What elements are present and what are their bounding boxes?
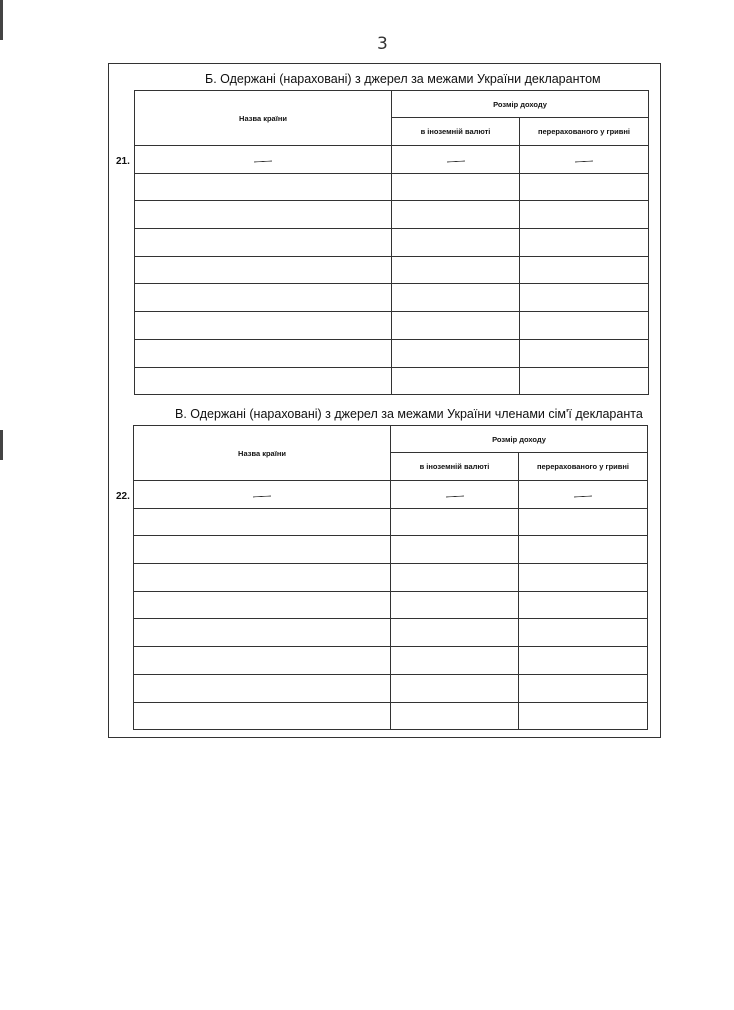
cell-foreign[interactable] — [392, 284, 520, 312]
scan-edge-mark — [0, 430, 3, 460]
table-row — [135, 201, 649, 229]
cell-uah[interactable] — [519, 702, 648, 730]
cell-uah[interactable] — [520, 367, 649, 395]
cell-uah[interactable] — [519, 536, 648, 564]
cell-uah[interactable] — [519, 647, 648, 675]
cell-foreign[interactable] — [391, 508, 519, 536]
header-country: Назва країни — [135, 91, 392, 146]
section-b-title-text: Б. Одержані (нараховані) з джерел за межами України декларантом — [205, 72, 601, 86]
table-row — [135, 312, 649, 340]
cell-uah[interactable] — [519, 508, 648, 536]
income-table-declarant — [134, 90, 649, 395]
header-income-size: Розмір доходу — [392, 91, 649, 118]
table-row — [134, 508, 648, 536]
cell-foreign[interactable] — [391, 619, 519, 647]
cell-foreign[interactable] — [392, 201, 520, 229]
cell-uah[interactable] — [519, 564, 648, 592]
cell-foreign[interactable] — [391, 647, 519, 675]
header-converted-uah: перерахованого у гривні — [520, 118, 649, 146]
table-row — [135, 367, 649, 395]
cell-foreign[interactable] — [391, 591, 519, 619]
cell-country[interactable] — [135, 284, 392, 312]
table-row — [134, 481, 648, 509]
cell-country[interactable] — [135, 146, 392, 174]
cell-country[interactable] — [134, 591, 391, 619]
cell-foreign[interactable] — [391, 702, 519, 730]
cell-foreign[interactable] — [392, 146, 520, 174]
cell-country[interactable] — [135, 312, 392, 340]
cell-uah[interactable] — [520, 284, 649, 312]
table-row — [135, 146, 649, 174]
cell-country[interactable] — [135, 229, 392, 257]
handwritten-dash — [254, 160, 272, 162]
table-row — [135, 173, 649, 201]
table-row — [135, 256, 649, 284]
handwritten-dash — [446, 160, 464, 162]
table-row — [135, 339, 649, 367]
scan-edge-mark — [0, 0, 3, 40]
cell-foreign[interactable] — [391, 674, 519, 702]
section-v-title-text: В. Одержані (нараховані) з джерел за межами України членами сім'ї декларанта — [175, 407, 643, 421]
cell-country[interactable] — [135, 201, 392, 229]
handwritten-dash — [575, 160, 593, 162]
cell-uah[interactable] — [520, 201, 649, 229]
cell-country[interactable] — [135, 256, 392, 284]
cell-country[interactable] — [134, 702, 391, 730]
cell-foreign[interactable] — [392, 339, 520, 367]
cell-foreign[interactable] — [391, 536, 519, 564]
handwritten-dash — [253, 495, 271, 497]
cell-uah[interactable] — [520, 339, 649, 367]
cell-country[interactable] — [135, 367, 392, 395]
cell-country[interactable] — [134, 564, 391, 592]
cell-country[interactable] — [134, 481, 391, 509]
cell-country[interactable] — [134, 508, 391, 536]
table-row — [135, 229, 649, 257]
row-number-21: 21. — [116, 156, 130, 167]
cell-country[interactable] — [134, 647, 391, 675]
header-foreign-currency: в іноземній валюті — [392, 118, 520, 146]
table-row — [134, 702, 648, 730]
cell-uah[interactable] — [520, 312, 649, 340]
cell-uah[interactable] — [519, 591, 648, 619]
cell-country[interactable] — [135, 339, 392, 367]
cell-foreign[interactable] — [391, 564, 519, 592]
header-foreign-currency: в іноземній валюті — [391, 453, 519, 481]
cell-uah[interactable] — [520, 256, 649, 284]
header-income-size: Розмір доходу — [391, 426, 648, 453]
cell-uah[interactable] — [519, 619, 648, 647]
table-row — [134, 536, 648, 564]
table-row — [134, 564, 648, 592]
cell-foreign[interactable] — [392, 229, 520, 257]
table-row — [134, 619, 648, 647]
row-number-22: 22. — [116, 491, 130, 502]
section-v-title — [175, 407, 643, 421]
table-row — [135, 284, 649, 312]
table-row — [134, 591, 648, 619]
cell-uah[interactable] — [519, 674, 648, 702]
cell-foreign[interactable] — [392, 173, 520, 201]
section-b-title — [205, 72, 601, 86]
cell-country[interactable] — [134, 536, 391, 564]
page-number: 3 — [377, 34, 388, 54]
cell-foreign[interactable] — [392, 312, 520, 340]
cell-uah[interactable] — [520, 146, 649, 174]
handwritten-dash — [574, 495, 592, 497]
header-converted-uah: перерахованого у гривні — [519, 453, 648, 481]
cell-foreign[interactable] — [392, 367, 520, 395]
table-row — [134, 647, 648, 675]
table-row — [134, 674, 648, 702]
cell-foreign[interactable] — [392, 256, 520, 284]
cell-foreign[interactable] — [391, 481, 519, 509]
income-table-family — [133, 425, 648, 730]
cell-country[interactable] — [134, 674, 391, 702]
cell-country[interactable] — [135, 173, 392, 201]
handwritten-dash — [445, 495, 463, 497]
header-country: Назва країни — [134, 426, 391, 481]
cell-country[interactable] — [134, 619, 391, 647]
cell-uah[interactable] — [520, 229, 649, 257]
cell-uah[interactable] — [520, 173, 649, 201]
cell-uah[interactable] — [519, 481, 648, 509]
